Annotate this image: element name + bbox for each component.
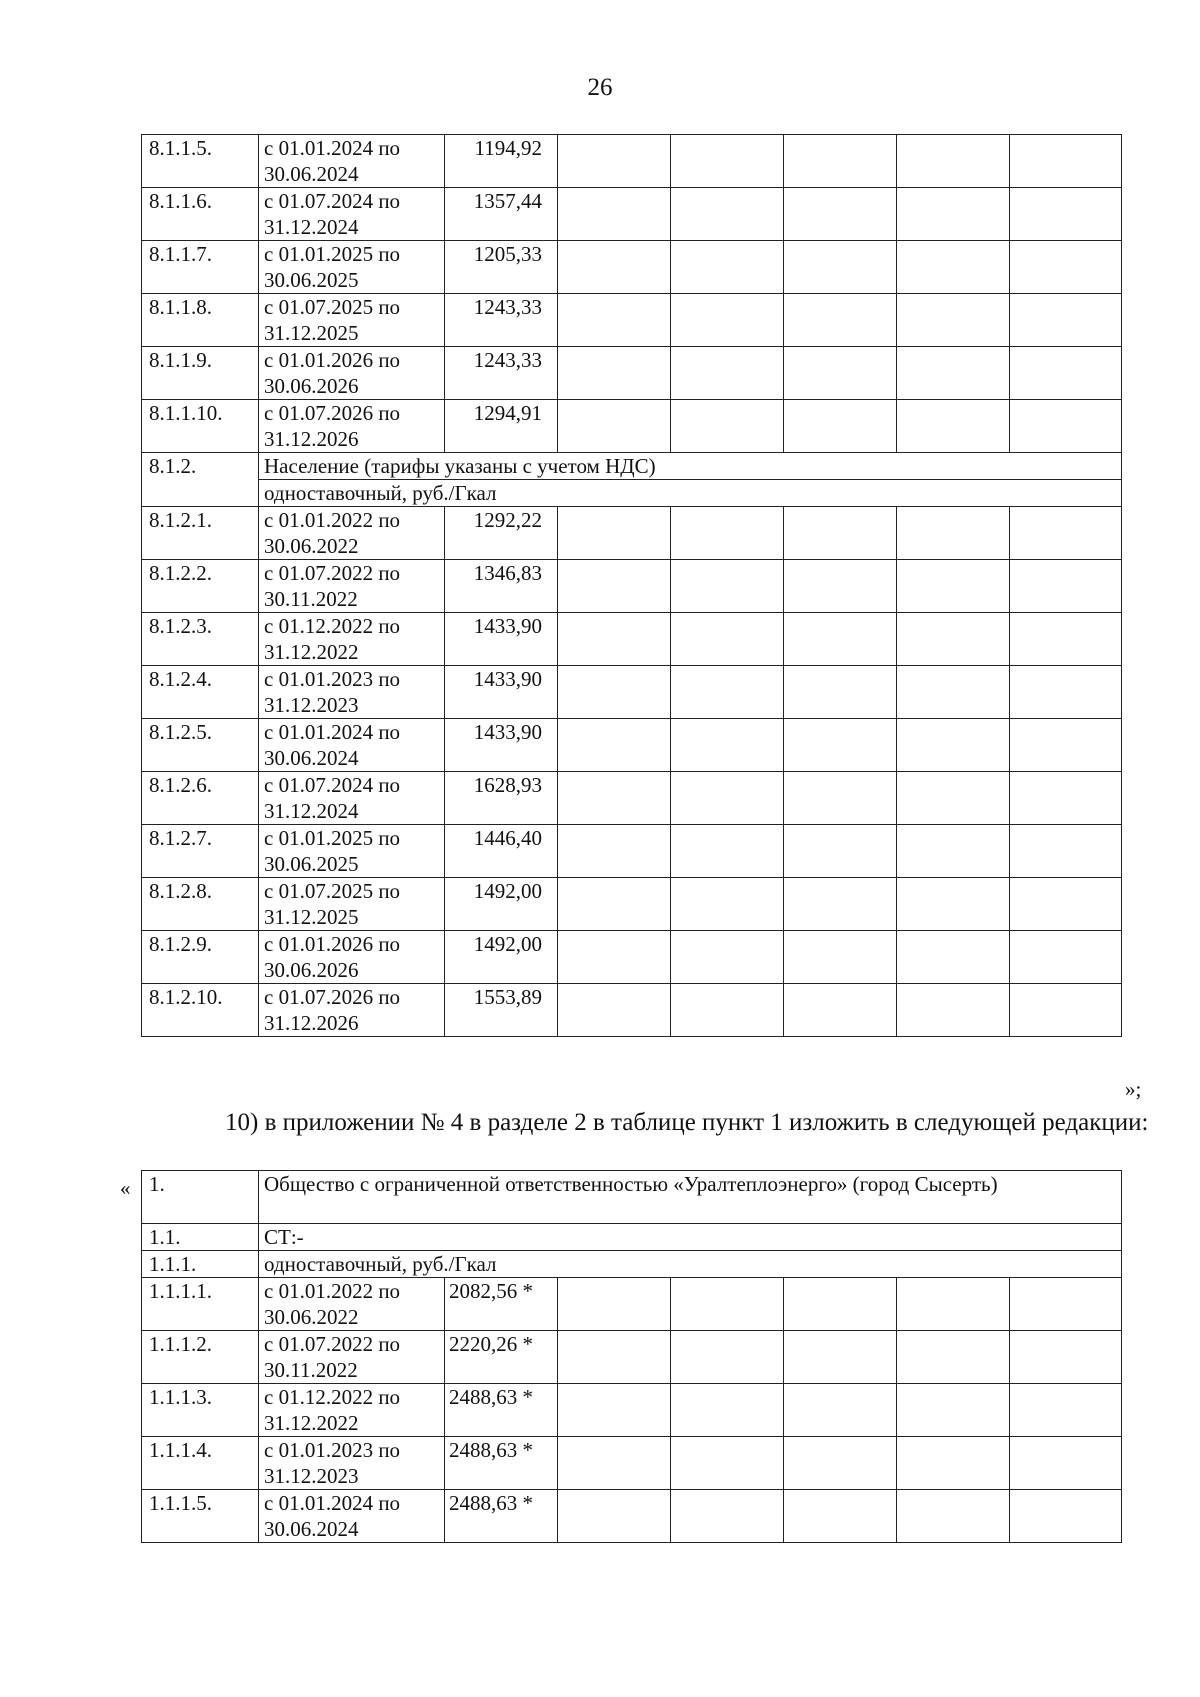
empty-cell bbox=[897, 613, 1010, 666]
empty-cell bbox=[671, 1384, 784, 1437]
empty-cell bbox=[558, 666, 671, 719]
tariff-value: 1492,00 bbox=[445, 878, 558, 931]
empty-cell bbox=[897, 1278, 1010, 1331]
table-row bbox=[142, 719, 1122, 772]
empty-cell bbox=[671, 347, 784, 400]
period-cell bbox=[259, 984, 445, 1037]
period-start: с 01.01.2026 по bbox=[264, 348, 401, 372]
empty-cell bbox=[897, 825, 1010, 878]
table-row bbox=[142, 507, 1122, 560]
period-end: 30.06.2022 bbox=[264, 1305, 359, 1329]
empty-cell bbox=[784, 135, 897, 188]
period-end: 31.12.2026 bbox=[264, 1011, 359, 1035]
row-number: 8.1.1.8. bbox=[142, 294, 259, 347]
tariff-value: 2220,26 * bbox=[445, 1331, 558, 1384]
empty-cell bbox=[671, 666, 784, 719]
empty-cell bbox=[897, 560, 1010, 613]
period-end: 31.12.2022 bbox=[264, 640, 359, 664]
empty-cell bbox=[1010, 241, 1122, 294]
period-cell bbox=[259, 1437, 445, 1490]
table-row bbox=[142, 1251, 1122, 1278]
table-row bbox=[142, 1437, 1122, 1490]
period-start: с 01.07.2022 по bbox=[264, 561, 401, 585]
period-cell bbox=[259, 719, 445, 772]
empty-cell bbox=[1010, 1384, 1122, 1437]
row-number: 8.1.2.6. bbox=[142, 772, 259, 825]
empty-cell bbox=[558, 1437, 671, 1490]
table-row bbox=[142, 666, 1122, 719]
empty-cell bbox=[1010, 1278, 1122, 1331]
empty-cell bbox=[784, 613, 897, 666]
table-row bbox=[142, 1278, 1122, 1331]
empty-cell bbox=[671, 560, 784, 613]
tariff-value: 2488,63 * bbox=[445, 1490, 558, 1543]
empty-cell bbox=[897, 400, 1010, 453]
empty-cell bbox=[1010, 825, 1122, 878]
table-row bbox=[142, 825, 1122, 878]
empty-cell bbox=[784, 560, 897, 613]
period-end: 31.12.2024 bbox=[264, 799, 359, 823]
organization-name: Общество с ограниченной ответственностью «Уралтеплоэнерго» (город Сысерть) bbox=[259, 1171, 1122, 1224]
tariff-value: 1294,91 bbox=[445, 400, 558, 453]
empty-cell bbox=[784, 188, 897, 241]
period-cell bbox=[259, 878, 445, 931]
empty-cell bbox=[671, 1331, 784, 1384]
period-cell bbox=[259, 1278, 445, 1331]
period-start: с 01.01.2023 по bbox=[264, 667, 401, 691]
tariff-value: 1243,33 bbox=[445, 294, 558, 347]
empty-cell bbox=[1010, 135, 1122, 188]
row-number: 8.1.2.9. bbox=[142, 931, 259, 984]
table-row bbox=[142, 135, 1122, 188]
empty-cell bbox=[1010, 347, 1122, 400]
empty-cell bbox=[671, 188, 784, 241]
table-row bbox=[142, 1224, 1122, 1251]
period-end: 30.06.2026 bbox=[264, 374, 359, 398]
period-cell bbox=[259, 294, 445, 347]
empty-cell bbox=[671, 878, 784, 931]
empty-cell bbox=[897, 135, 1010, 188]
period-cell bbox=[259, 241, 445, 294]
empty-cell bbox=[558, 507, 671, 560]
empty-cell bbox=[1010, 613, 1122, 666]
period-start: с 01.07.2024 по bbox=[264, 773, 401, 797]
period-cell bbox=[259, 1331, 445, 1384]
empty-cell bbox=[1010, 507, 1122, 560]
row-number: 8.1.1.9. bbox=[142, 347, 259, 400]
table-row bbox=[142, 188, 1122, 241]
table-row bbox=[142, 1331, 1122, 1384]
empty-cell bbox=[784, 931, 897, 984]
table-row bbox=[142, 453, 1122, 480]
tariff-value: 1492,00 bbox=[445, 931, 558, 984]
period-end: 31.12.2025 bbox=[264, 321, 359, 345]
row-number: 8.1.1.5. bbox=[142, 135, 259, 188]
empty-cell bbox=[897, 878, 1010, 931]
period-end: 30.06.2026 bbox=[264, 958, 359, 982]
period-cell bbox=[259, 400, 445, 453]
period-end: 31.12.2023 bbox=[264, 1464, 359, 1488]
period-start: с 01.07.2022 по bbox=[264, 1332, 401, 1356]
period-cell bbox=[259, 613, 445, 666]
empty-cell bbox=[784, 507, 897, 560]
empty-cell bbox=[784, 1384, 897, 1437]
empty-cell bbox=[558, 135, 671, 188]
empty-cell bbox=[671, 984, 784, 1037]
table-row bbox=[142, 1384, 1122, 1437]
table-row bbox=[142, 931, 1122, 984]
empty-cell bbox=[897, 1437, 1010, 1490]
period-start: с 01.01.2022 по bbox=[264, 508, 401, 532]
empty-cell bbox=[558, 347, 671, 400]
empty-cell bbox=[671, 613, 784, 666]
row-number: 1.1.1.4. bbox=[142, 1437, 259, 1490]
page-number: 26 bbox=[587, 74, 613, 101]
empty-cell bbox=[671, 1278, 784, 1331]
empty-cell bbox=[784, 984, 897, 1037]
tariff-value: 2488,63 * bbox=[445, 1437, 558, 1490]
empty-cell bbox=[784, 719, 897, 772]
empty-cell bbox=[897, 984, 1010, 1037]
row-number: 1.1.1.2. bbox=[142, 1331, 259, 1384]
empty-cell bbox=[671, 241, 784, 294]
tariff-value: 1433,90 bbox=[445, 719, 558, 772]
tariff-type-label: одноставочный, руб./Гкал bbox=[259, 1251, 1122, 1278]
empty-cell bbox=[558, 613, 671, 666]
empty-cell bbox=[897, 294, 1010, 347]
table-row bbox=[142, 772, 1122, 825]
empty-cell bbox=[558, 294, 671, 347]
empty-cell bbox=[784, 772, 897, 825]
row-number: 8.1.1.10. bbox=[142, 400, 259, 453]
tariff-value: 1194,92 bbox=[445, 135, 558, 188]
tariff-value: 1292,22 bbox=[445, 507, 558, 560]
row-number: 8.1.2.10. bbox=[142, 984, 259, 1037]
empty-cell bbox=[897, 1384, 1010, 1437]
period-cell bbox=[259, 772, 445, 825]
empty-cell bbox=[1010, 1331, 1122, 1384]
period-cell bbox=[259, 560, 445, 613]
row-number: 8.1.1.7. bbox=[142, 241, 259, 294]
empty-cell bbox=[558, 1490, 671, 1543]
row-number: 1.1.1.1. bbox=[142, 1278, 259, 1331]
row-number: 8.1.2.5. bbox=[142, 719, 259, 772]
row-number: 8.1.2.3. bbox=[142, 613, 259, 666]
row-number: 1. bbox=[142, 1171, 259, 1224]
period-start: с 01.07.2025 по bbox=[264, 295, 401, 319]
opening-quote: « bbox=[120, 1176, 131, 1200]
empty-cell bbox=[1010, 931, 1122, 984]
row-number: 8.1.1.6. bbox=[142, 188, 259, 241]
empty-cell bbox=[784, 1331, 897, 1384]
period-cell bbox=[259, 1490, 445, 1543]
period-end: 30.11.2022 bbox=[264, 1358, 358, 1382]
empty-cell bbox=[671, 825, 784, 878]
row-number: 8.1.2.8. bbox=[142, 878, 259, 931]
empty-cell bbox=[671, 1437, 784, 1490]
closing-quote: »; bbox=[1125, 1077, 1142, 1101]
empty-cell bbox=[671, 294, 784, 347]
tariff-value: 1433,90 bbox=[445, 666, 558, 719]
amendment-paragraph: 10) в приложении № 4 в разделе 2 в таблице пункт 1 изложить в следующей редакции: bbox=[225, 1109, 1149, 1136]
empty-cell bbox=[558, 1278, 671, 1331]
tariff-value: 1433,90 bbox=[445, 613, 558, 666]
empty-cell bbox=[1010, 719, 1122, 772]
row-number: 8.1.2.2. bbox=[142, 560, 259, 613]
row-number: 8.1.2. bbox=[142, 453, 259, 507]
period-end: 31.12.2024 bbox=[264, 215, 359, 239]
row-number: 8.1.2.4. bbox=[142, 666, 259, 719]
period-start: с 01.12.2022 по bbox=[264, 614, 401, 638]
empty-cell bbox=[558, 241, 671, 294]
empty-cell bbox=[1010, 984, 1122, 1037]
empty-cell bbox=[558, 1331, 671, 1384]
period-end: 31.12.2026 bbox=[264, 427, 359, 451]
period-start: с 01.07.2025 по bbox=[264, 879, 401, 903]
empty-cell bbox=[1010, 560, 1122, 613]
empty-cell bbox=[1010, 294, 1122, 347]
period-start: с 01.01.2023 по bbox=[264, 1438, 401, 1462]
empty-cell bbox=[784, 1490, 897, 1543]
table-row bbox=[142, 347, 1122, 400]
period-start: с 01.01.2025 по bbox=[264, 242, 401, 266]
empty-cell bbox=[671, 719, 784, 772]
period-start: с 01.01.2024 по bbox=[264, 136, 401, 160]
empty-cell bbox=[897, 241, 1010, 294]
empty-cell bbox=[671, 931, 784, 984]
empty-cell bbox=[1010, 188, 1122, 241]
empty-cell bbox=[671, 1490, 784, 1543]
row-number: 1.1.1. bbox=[142, 1251, 259, 1278]
table-row bbox=[142, 878, 1122, 931]
tariff-value: 1205,33 bbox=[445, 241, 558, 294]
section-subtitle: одноставочный, руб./Гкал bbox=[259, 480, 1122, 507]
empty-cell bbox=[1010, 878, 1122, 931]
period-end: 31.12.2025 bbox=[264, 905, 359, 929]
table-row bbox=[142, 294, 1122, 347]
empty-cell bbox=[897, 931, 1010, 984]
tariff-value: 1357,44 bbox=[445, 188, 558, 241]
empty-cell bbox=[671, 507, 784, 560]
tariff-value: 2488,63 * bbox=[445, 1384, 558, 1437]
tariff-value: 1553,89 bbox=[445, 984, 558, 1037]
period-end: 30.06.2025 bbox=[264, 268, 359, 292]
empty-cell bbox=[558, 1384, 671, 1437]
empty-cell bbox=[897, 347, 1010, 400]
empty-cell bbox=[558, 400, 671, 453]
table-row bbox=[142, 984, 1122, 1037]
empty-cell bbox=[784, 1437, 897, 1490]
empty-cell bbox=[784, 347, 897, 400]
period-cell bbox=[259, 666, 445, 719]
empty-cell bbox=[1010, 666, 1122, 719]
empty-cell bbox=[784, 666, 897, 719]
tariff-value: 1243,33 bbox=[445, 347, 558, 400]
tariff-value: 2082,56 * bbox=[445, 1278, 558, 1331]
table-row bbox=[142, 1490, 1122, 1543]
empty-cell bbox=[897, 666, 1010, 719]
row-number: 8.1.2.7. bbox=[142, 825, 259, 878]
period-end: 30.06.2022 bbox=[264, 534, 359, 558]
period-start: с 01.01.2025 по bbox=[264, 826, 401, 850]
period-start: с 01.07.2026 по bbox=[264, 401, 401, 425]
table-row bbox=[142, 241, 1122, 294]
empty-cell bbox=[558, 560, 671, 613]
empty-cell bbox=[671, 400, 784, 453]
empty-cell bbox=[897, 719, 1010, 772]
period-cell bbox=[259, 347, 445, 400]
system-label: СТ:- bbox=[259, 1224, 1122, 1251]
tariff-table-new bbox=[141, 1170, 1122, 1543]
empty-cell bbox=[1010, 1490, 1122, 1543]
period-end: 31.12.2023 bbox=[264, 693, 359, 717]
period-end: 30.11.2022 bbox=[264, 587, 358, 611]
period-end: 30.06.2024 bbox=[264, 162, 359, 186]
table-row bbox=[142, 560, 1122, 613]
period-end: 30.06.2025 bbox=[264, 852, 359, 876]
period-end: 30.06.2024 bbox=[264, 746, 359, 770]
empty-cell bbox=[784, 241, 897, 294]
period-start: с 01.01.2022 по bbox=[264, 1279, 401, 1303]
empty-cell bbox=[1010, 1437, 1122, 1490]
row-number: 1.1.1.5. bbox=[142, 1490, 259, 1543]
empty-cell bbox=[897, 1490, 1010, 1543]
row-number: 1.1.1.3. bbox=[142, 1384, 259, 1437]
row-number: 1.1. bbox=[142, 1224, 259, 1251]
empty-cell bbox=[558, 772, 671, 825]
period-end: 31.12.2022 bbox=[264, 1411, 359, 1435]
empty-cell bbox=[897, 507, 1010, 560]
period-start: с 01.01.2026 по bbox=[264, 932, 401, 956]
period-start: с 01.12.2022 по bbox=[264, 1385, 401, 1409]
empty-cell bbox=[671, 772, 784, 825]
period-cell bbox=[259, 188, 445, 241]
empty-cell bbox=[558, 931, 671, 984]
period-cell bbox=[259, 825, 445, 878]
tariff-table-continued bbox=[141, 134, 1122, 1037]
table-row bbox=[142, 613, 1122, 666]
period-cell bbox=[259, 1384, 445, 1437]
tariff-value: 1446,40 bbox=[445, 825, 558, 878]
table-row bbox=[142, 1171, 1122, 1224]
empty-cell bbox=[784, 1278, 897, 1331]
table-row bbox=[142, 480, 1122, 507]
empty-cell bbox=[897, 1331, 1010, 1384]
empty-cell bbox=[1010, 772, 1122, 825]
period-cell bbox=[259, 931, 445, 984]
period-start: с 01.07.2024 по bbox=[264, 189, 401, 213]
period-start: с 01.07.2026 по bbox=[264, 985, 401, 1009]
empty-cell bbox=[558, 719, 671, 772]
empty-cell bbox=[784, 878, 897, 931]
section-title: Население (тарифы указаны с учетом НДС) bbox=[259, 453, 1122, 480]
empty-cell bbox=[784, 294, 897, 347]
table-row bbox=[142, 400, 1122, 453]
empty-cell bbox=[897, 188, 1010, 241]
empty-cell bbox=[1010, 400, 1122, 453]
tariff-value: 1628,93 bbox=[445, 772, 558, 825]
empty-cell bbox=[558, 825, 671, 878]
empty-cell bbox=[558, 984, 671, 1037]
empty-cell bbox=[784, 825, 897, 878]
empty-cell bbox=[897, 772, 1010, 825]
period-start: с 01.01.2024 по bbox=[264, 720, 401, 744]
period-cell bbox=[259, 507, 445, 560]
period-cell bbox=[259, 135, 445, 188]
row-number: 8.1.2.1. bbox=[142, 507, 259, 560]
empty-cell bbox=[558, 188, 671, 241]
period-end: 30.06.2024 bbox=[264, 1517, 359, 1541]
period-start: с 01.01.2024 по bbox=[264, 1491, 401, 1515]
empty-cell bbox=[558, 878, 671, 931]
tariff-value: 1346,83 bbox=[445, 560, 558, 613]
empty-cell bbox=[784, 400, 897, 453]
empty-cell bbox=[671, 135, 784, 188]
